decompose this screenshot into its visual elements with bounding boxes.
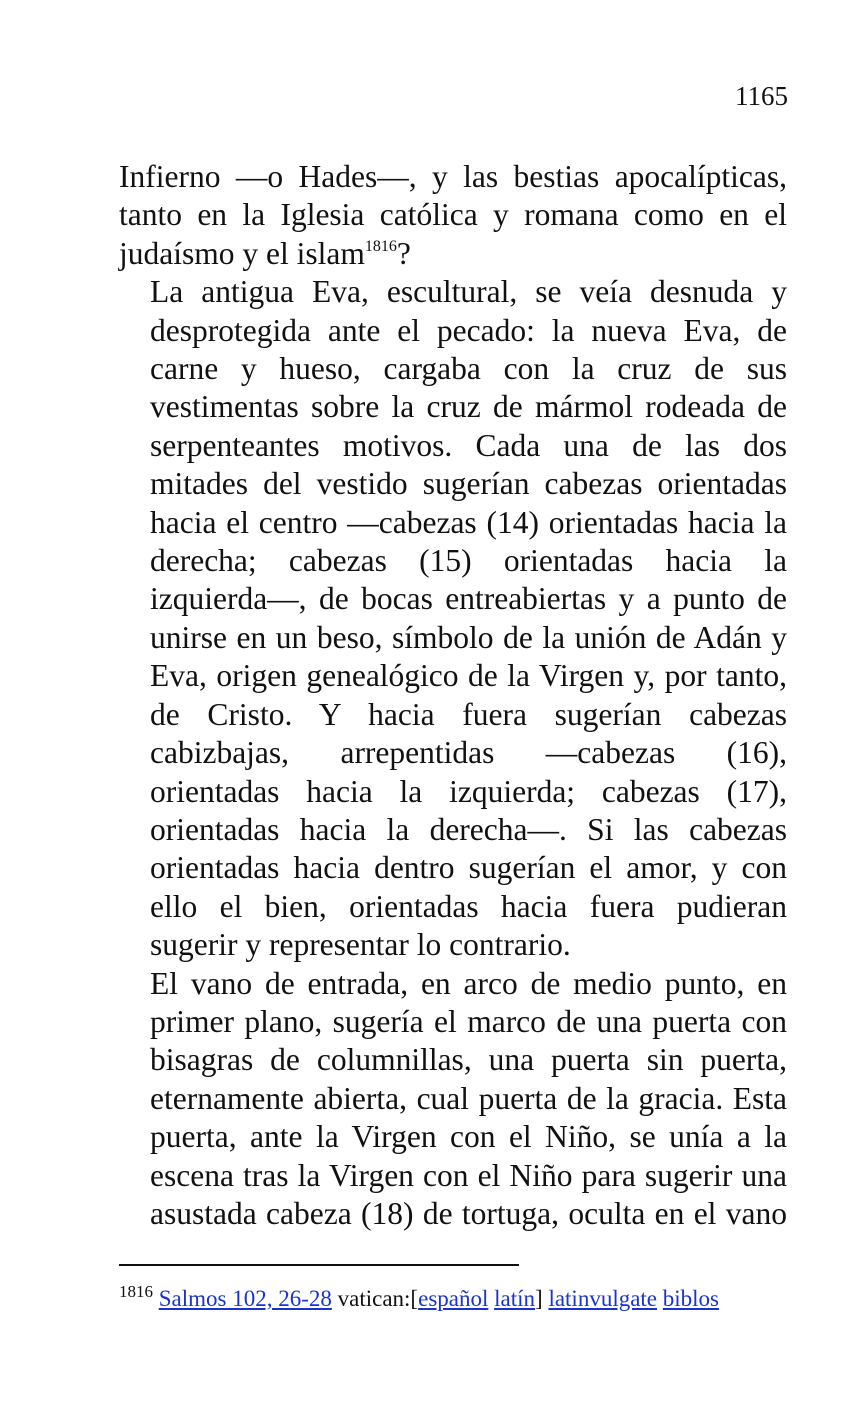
text-line: cabizbajas, arrepentidas —cabezas (16), [150,735,787,771]
text-line: unirse en un beso, símbolo de la unión de Adán y [150,619,787,655]
text-line: La antigua Eva, escultural, se veía desnuda y [150,274,787,310]
text-line [119,235,787,273]
latin-link[interactable]: latín [494,1286,536,1311]
biblos-link[interactable]: biblos [662,1286,719,1311]
text-line: bisagras de columnillas, una puerta sin puerta, [150,1042,787,1078]
text-line: serpenteantes motivos. Cada una de las dos [150,427,787,463]
footnote-number: 1816 [119,1282,153,1301]
body-text [119,158,787,1233]
spanish-link[interactable]: español [418,1286,489,1311]
text-line: de Cristo. Y hacia fuera sugerían cabezas [150,696,787,732]
text-line: mitades del vestido sugerían cabezas orientadas [150,466,787,502]
footnote [119,1284,799,1314]
text-line: Eva, origen genealógico de la Virgen y, por tanto, [150,658,787,694]
text-line: eternamente abierta, cual puerta de la gracia. Esta [150,1080,787,1116]
text-line: ello el bien, orientadas hacia fuera pudieran [150,888,787,924]
bracket-close: ] [535,1286,543,1311]
paragraph-3 [119,965,787,1234]
text-line: orientadas hacia la derecha—. Si las cabezas [150,811,787,847]
paragraph-2 [119,273,787,964]
text-line: tanto en la Iglesia católica y romana como en el [119,197,787,233]
psalm-link[interactable]: Salmos 102, 26-28 [158,1286,332,1311]
text-fragment: ? [396,235,411,271]
text-line: sugerir y representar lo contrario. [150,927,571,963]
text-line: puerta, ante la Virgen con el Niño, se unía a la [150,1119,787,1155]
footnote-reference[interactable]: 1816 [364,237,397,255]
text-fragment: judaísmo y el islam [119,235,365,271]
text-line: asustada cabeza (18) de tortuga, oculta en el vano [150,1195,787,1231]
text-line: escena tras la Virgen con el Niño para sugerir una [150,1157,787,1193]
text-line: El vano de entrada, en arco de medio punto, en [150,965,787,1001]
text-line: desprotegida ante el pecado: la nueva Eva, de [150,312,787,348]
source-prefix: vatican:[ [337,1286,419,1311]
page-number: 1165 [735,81,788,111]
text-line: vestimentas sobre la cruz de mármol rodeada de [150,389,787,425]
text-line: orientadas hacia la izquierda; cabezas (17), [150,773,787,809]
text-line: orientadas hacia dentro sugerían el amor, y con [150,850,787,886]
latinvulgate-link[interactable]: latinvulgate [548,1286,658,1311]
text-line: carne y hueso, cargaba con la cruz de sus [150,351,787,387]
text-line: primer plano, sugería el marco de una puerta con [150,1003,787,1039]
text-line: hacia el centro —cabezas (14) orientadas hacia la [150,504,787,540]
footnote-divider [119,1264,519,1266]
text-line: Infierno —o Hades—, y las bestias apocalípticas, [119,159,787,194]
text-line: izquierda—, de bocas entreabiertas y a punto de [150,581,787,617]
text-line: derecha; cabezas (15) orientadas hacia la [150,543,787,579]
paragraph-1 [119,158,787,273]
